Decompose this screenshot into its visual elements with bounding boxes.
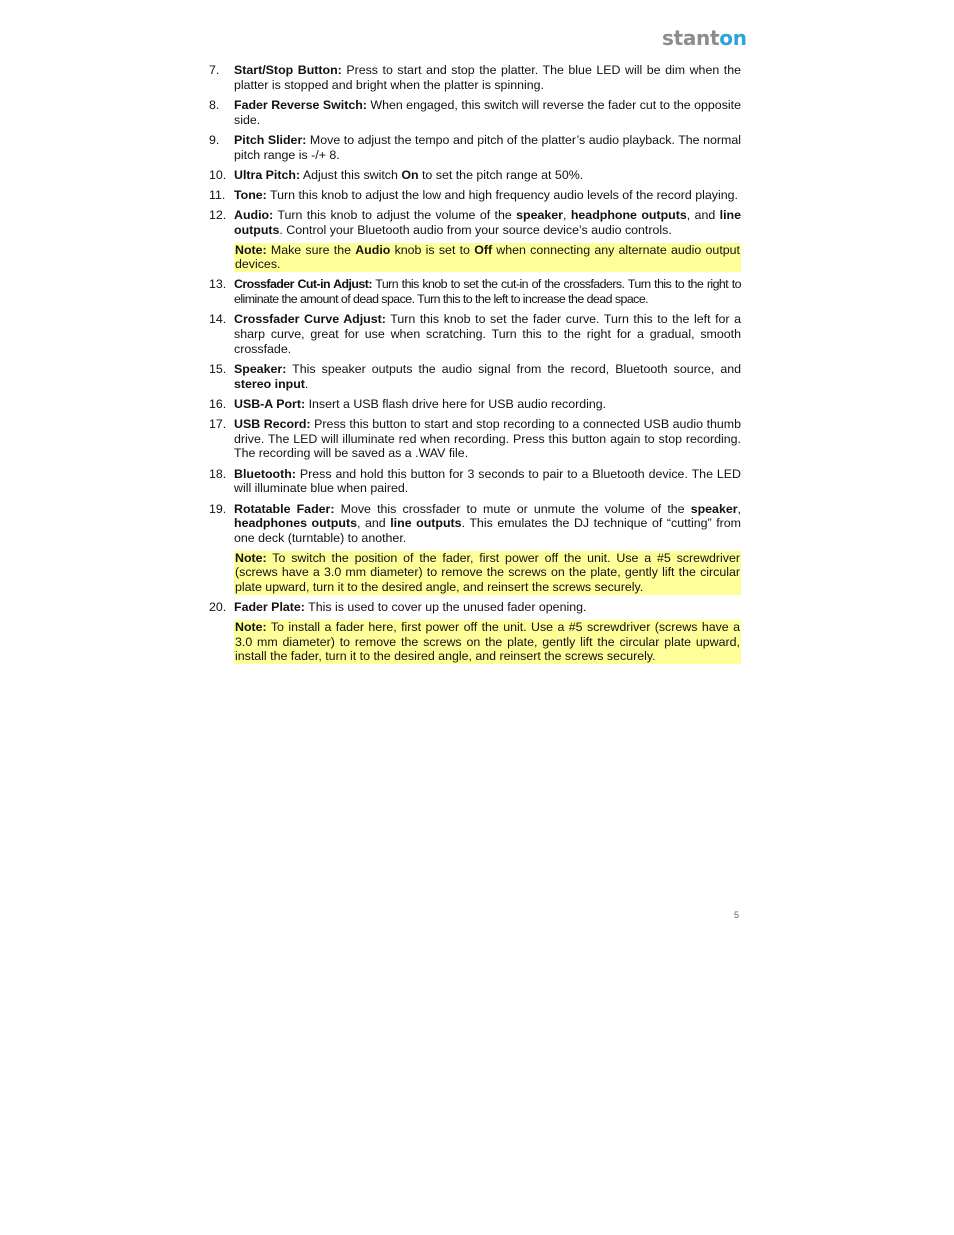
- item-number: 18.: [209, 466, 227, 481]
- item-number: 8.: [209, 97, 220, 112]
- list-item-15: [209, 362, 741, 391]
- item-text: Audio: Turn this knob to adjust the volume of the speaker, headphone outputs, and line outputs. Control your Bluetooth audio from your source device’s audio controls.: [234, 208, 741, 237]
- item-label: Start/Stop Button:: [234, 63, 342, 77]
- item-label: USB-A Port:: [234, 396, 306, 411]
- item-number: 10.: [209, 167, 227, 182]
- item-body: Tone: Turn this knob to adjust the low and high frequency audio levels of the record playing.: [234, 187, 738, 202]
- item-label: Fader Reverse Switch:: [234, 97, 367, 112]
- list-item-19: [209, 502, 741, 595]
- item-body: Bluetooth: Press and hold this button for 3 seconds to pair to a Bluetooth device. The LED will illuminate blue when paired.: [234, 466, 741, 496]
- item-body: Fader Reverse Switch: When engaged, this switch will reverse the fader cut to the opposite side.: [234, 97, 741, 127]
- item-label: Audio:: [234, 208, 274, 223]
- item-number: 17.: [209, 417, 227, 432]
- item-body: [234, 600, 741, 664]
- page-number: 5: [734, 910, 740, 920]
- item-label: Bluetooth:: [234, 466, 296, 481]
- list-item-13: [209, 277, 741, 306]
- item-body: Speaker: This speaker outputs the audio signal from the record, Bluetooth source, and stereo input.: [234, 361, 741, 391]
- item-body: [234, 208, 741, 272]
- list-item-7: [209, 63, 741, 92]
- list-item-11: [209, 188, 741, 203]
- list-item-10: [209, 168, 741, 183]
- item-body: USB Record: Press this button to start and stop recording to a connected USB audio thumb drive. The LED will illuminate red when recording. Press this button again to stop recording. The recording will be saved as a .WAV file.: [234, 417, 742, 461]
- item-body: USB-A Port: Insert a USB flash drive here for USB audio recording.: [234, 396, 607, 411]
- item-label: Fader Plate:: [234, 600, 305, 615]
- item-text: Rotatable Fader: Move this crossfader to mute or unmute the volume of the speaker, headphones outputs, and line outputs. This emulates the DJ technique of “cutting” from one deck (turntable) to another.: [234, 501, 742, 545]
- note-label: Note:: [235, 550, 267, 565]
- item-label: Rotatable Fader:: [234, 501, 335, 516]
- item-number: 11.: [209, 187, 226, 202]
- note-highlight: Note: To install a fader here, first power off the unit. Use a #5 screwdriver (screws have a 3.0 mm diameter) to remove the screws on the plate, gently lift the circular plate upward, install the fader, turn it to the desired angle, and reinsert the screws securely.: [235, 620, 740, 664]
- feature-list: [209, 63, 741, 664]
- item-label: Tone:: [234, 187, 267, 202]
- note-highlight: Note: To switch the position of the fader, first power off the unit. Use a #5 screwdriver (screws have a 3.0 mm diameter) to remove the screws on the plate, gently lift the circular plate upward, turn it to the desired angle, and reinsert the screws securely.: [235, 550, 740, 595]
- item-text: Fader Plate: This is used to cover up the unused fader opening.: [234, 600, 587, 615]
- item-label: Ultra Pitch:: [234, 167, 301, 182]
- item-body: Start/Stop Button: Press to start and stop the platter. The blue LED will be dim when the platter is stopped and bright when the platter is spinning.: [234, 63, 741, 92]
- list-item-20: [209, 600, 741, 664]
- item-body: [234, 502, 741, 595]
- logo-text: stanton: [662, 26, 747, 50]
- item-number: 7.: [209, 63, 220, 77]
- item-number: 16.: [209, 396, 227, 411]
- document-body: [209, 63, 741, 670]
- item-number: 14.: [209, 312, 227, 327]
- list-item-16: [209, 397, 741, 412]
- list-item-12: [209, 208, 741, 272]
- list-item-14: [209, 312, 741, 356]
- list-item-18: [209, 467, 741, 496]
- item-label: Crossfader Cut-in Adjust:: [234, 277, 372, 292]
- list-item-17: [209, 417, 741, 461]
- list-item-8: [209, 98, 741, 127]
- stanton-logo: [662, 26, 747, 50]
- item-label: Crossfader Curve Adjust:: [234, 312, 386, 327]
- item-label: USB Record:: [234, 417, 311, 432]
- item-label: Speaker:: [234, 361, 287, 376]
- note-highlight: Note: Make sure the Audio knob is set to Off when connecting any alternate audio output devices.: [235, 242, 740, 272]
- item-number: 12.: [209, 208, 227, 223]
- item-body: Crossfader Cut-in Adjust: Turn this knob to set the cut-in of the crossfaders. Turn this to the right to eliminate the amount of dead space. Turn this to the left to increase the dead space.: [234, 277, 741, 307]
- item-body: Pitch Slider: Move to adjust the tempo and pitch of the platter’s audio playback. The normal pitch range is -/+ 8.: [234, 132, 741, 162]
- item-number: 19.: [209, 501, 227, 516]
- item-number: 20.: [209, 600, 227, 615]
- note-label: Note:: [235, 242, 267, 257]
- item-body: Crossfader Curve Adjust: Turn this knob to set the fader curve. Turn this to the left for a sharp curve, great for use when scratching. Turn this to the right for a gradual, smooth crossfade.: [234, 312, 742, 356]
- item-body: Ultra Pitch: Adjust this switch On to set the pitch range at 50%.: [234, 167, 584, 182]
- item-number: 9.: [209, 132, 220, 147]
- item-number: 15.: [209, 361, 227, 376]
- item-number: 13.: [209, 277, 227, 292]
- note-label: Note:: [235, 620, 267, 634]
- item-label: Pitch Slider:: [234, 132, 307, 147]
- list-item-9: [209, 133, 741, 162]
